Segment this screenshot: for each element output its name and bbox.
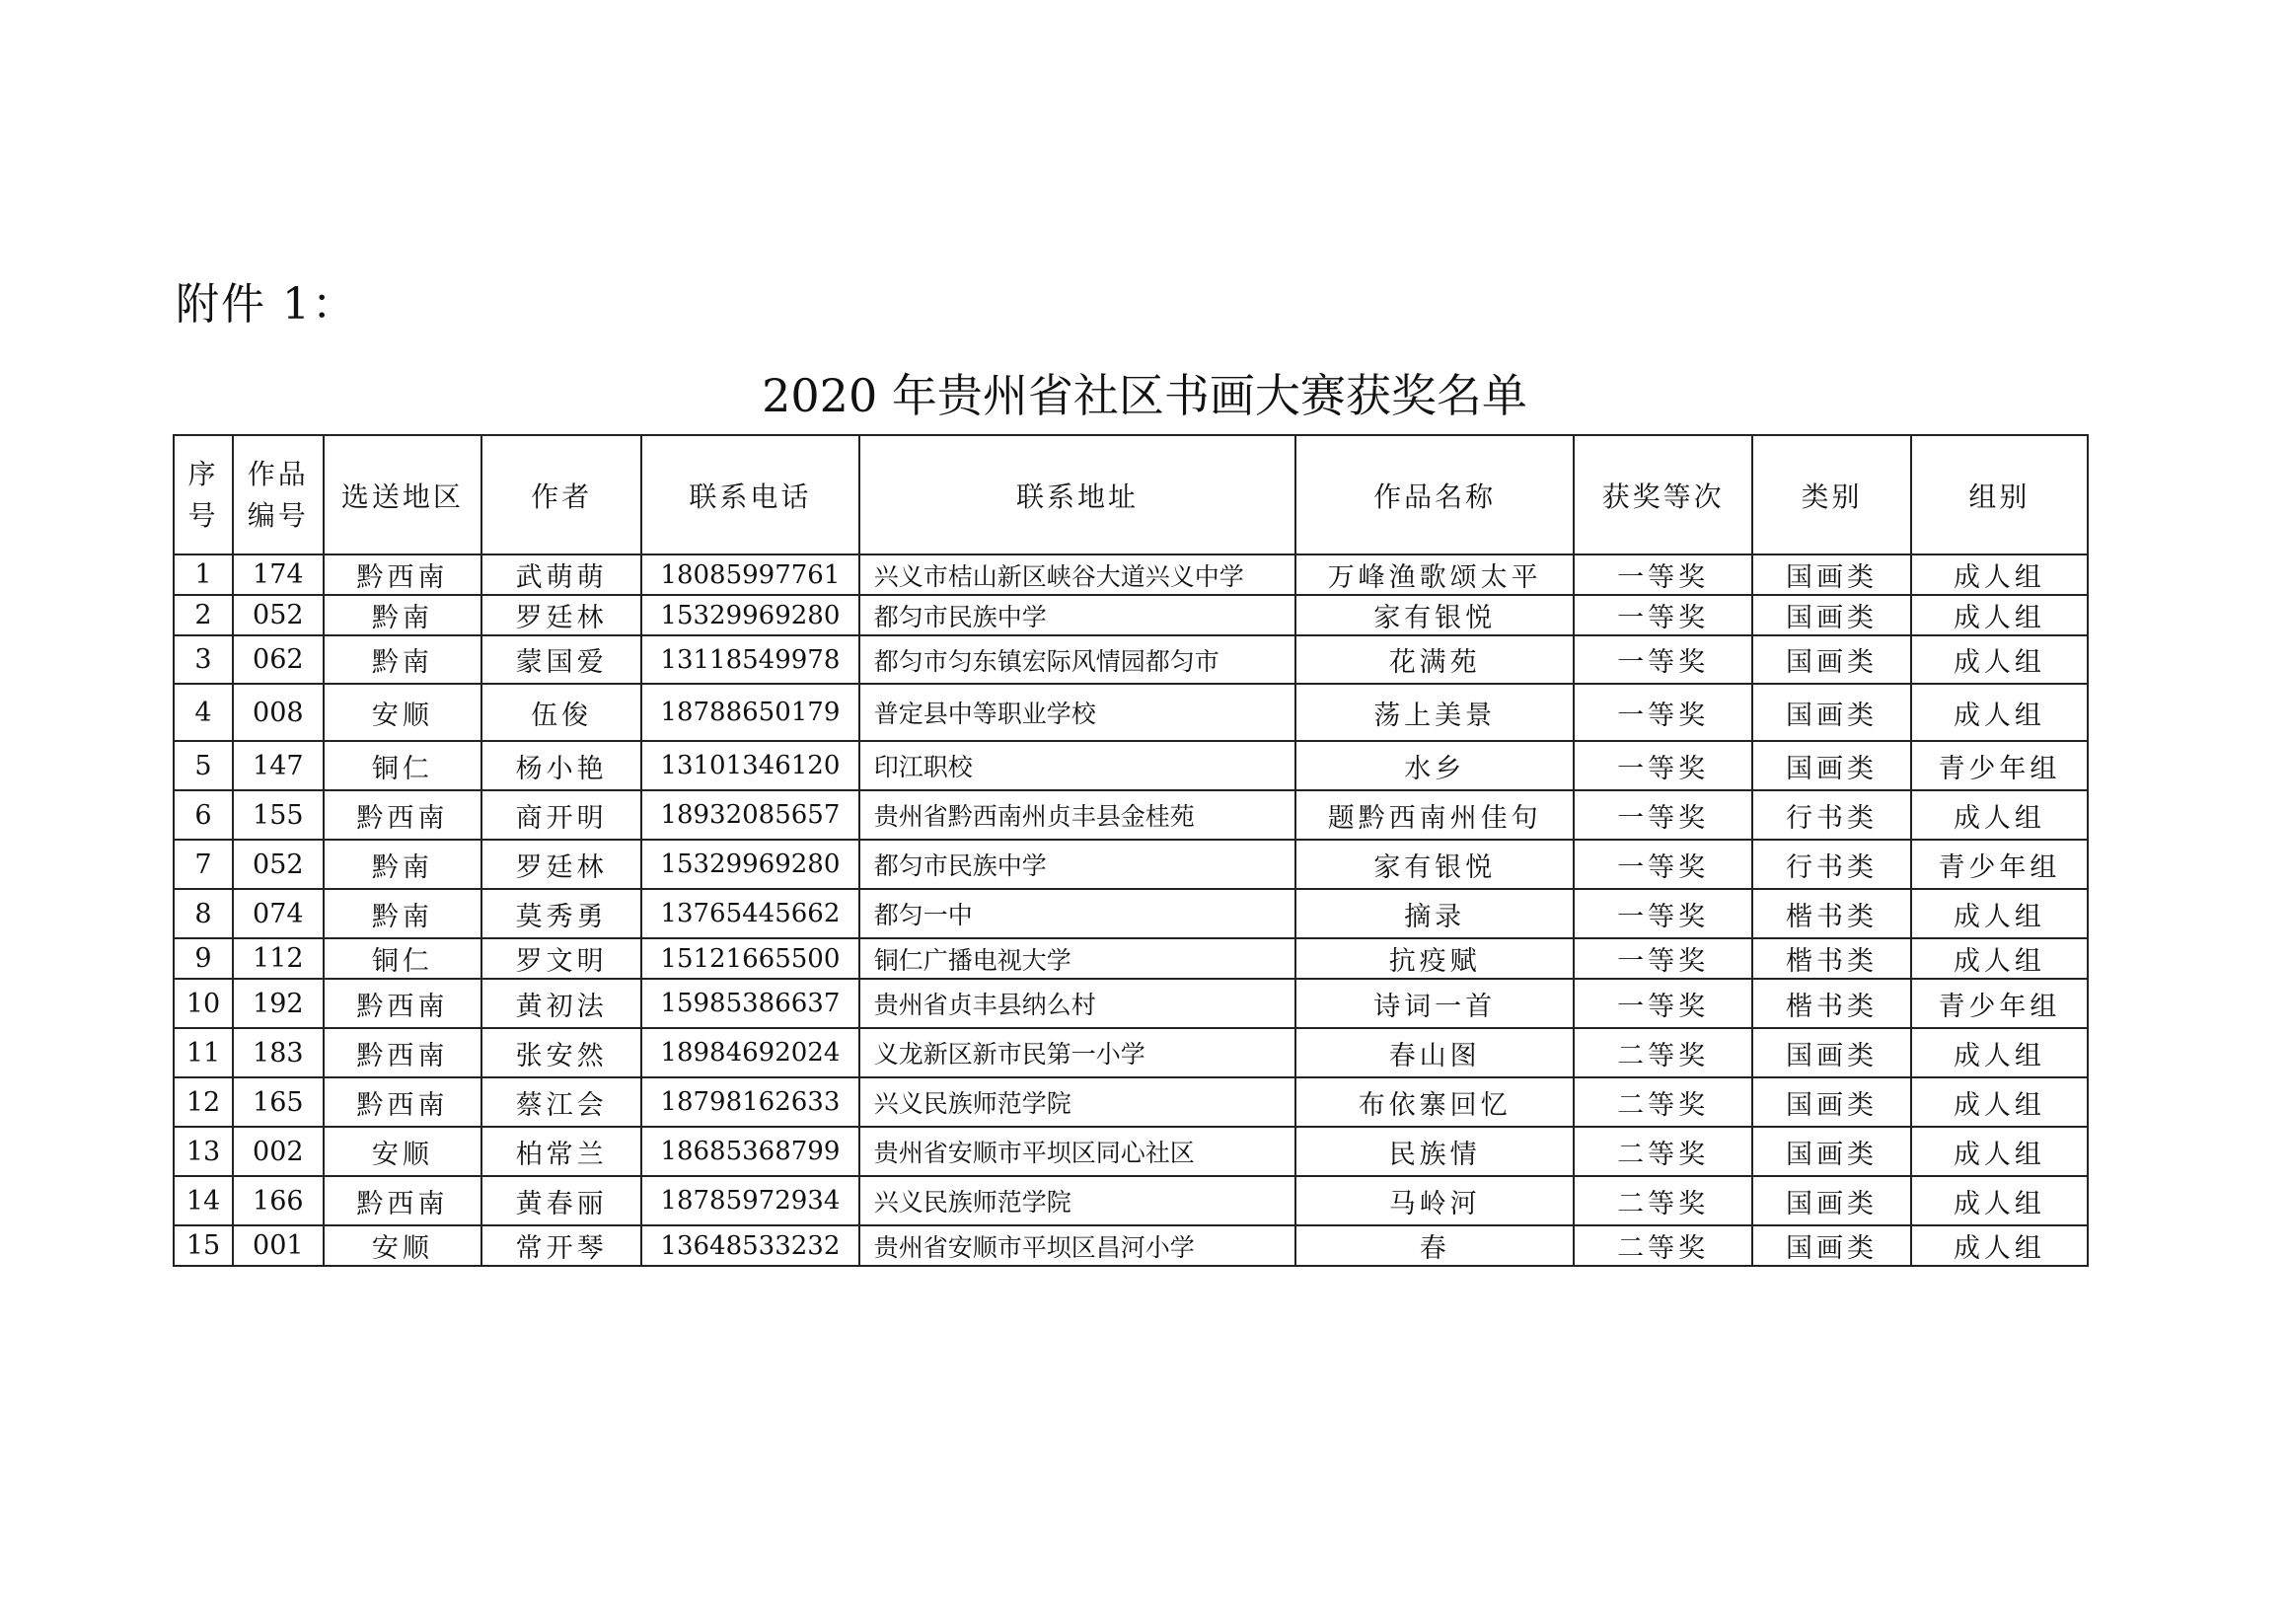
- header-seq-line-1: 序: [187, 457, 219, 490]
- cell-work-name: 万峰渔歌颂太平: [1295, 554, 1574, 595]
- cell-region: 黔西南: [324, 1028, 482, 1077]
- header-author: 作者: [481, 435, 641, 554]
- cell-category: 国画类: [1752, 1127, 1911, 1176]
- cell-category: 国画类: [1752, 1028, 1911, 1077]
- cell-group: 成人组: [1911, 1225, 2088, 1266]
- cell-address: 印江职校: [859, 741, 1296, 790]
- cell-phone: 18984692024: [641, 1028, 859, 1077]
- table-row: [174, 635, 2088, 684]
- cell-work-name: 抗疫赋: [1295, 938, 1574, 979]
- page-title: 2020 年贵州省社区书画大赛获奖名单: [762, 369, 1527, 422]
- cell-region: 黔南: [324, 595, 482, 635]
- cell-group: 成人组: [1911, 790, 2088, 840]
- cell-author: 黄春丽: [481, 1176, 641, 1225]
- table-body: [174, 554, 2088, 1266]
- cell-group: 成人组: [1911, 554, 2088, 595]
- cell-category: 楷书类: [1752, 938, 1911, 979]
- cell-category: 国画类: [1752, 741, 1911, 790]
- table-row: [174, 1127, 2088, 1176]
- header-row: [174, 435, 2088, 554]
- cell-award: 二等奖: [1574, 1127, 1752, 1176]
- cell-award: 二等奖: [1574, 1077, 1752, 1127]
- cell-region: 安顺: [324, 1127, 482, 1176]
- cell-address: 兴义市桔山新区峡谷大道兴义中学: [859, 554, 1296, 595]
- cell-phone: 18785972934: [641, 1176, 859, 1225]
- cell-group: 青少年组: [1911, 840, 2088, 889]
- cell-phone: 13118549978: [641, 635, 859, 684]
- cell-address: 兴义民族师范学院: [859, 1176, 1296, 1225]
- cell-region: 黔南: [324, 840, 482, 889]
- cell-award: 一等奖: [1574, 889, 1752, 938]
- cell-group: 成人组: [1911, 595, 2088, 635]
- header-work-no-line-1: 作品: [247, 457, 309, 490]
- cell-work-name: 布依寨回忆: [1295, 1077, 1574, 1127]
- cell-author: 莫秀勇: [481, 889, 641, 938]
- cell-award: 二等奖: [1574, 1176, 1752, 1225]
- table-row: [174, 1028, 2088, 1077]
- cell-work-name: 春: [1295, 1225, 1574, 1266]
- table-row: [174, 889, 2088, 938]
- cell-group: 成人组: [1911, 1028, 2088, 1077]
- cell-address: 铜仁广播电视大学: [859, 938, 1296, 979]
- cell-seq: 1: [174, 554, 233, 595]
- header-seq: [174, 435, 233, 554]
- table-row: [174, 790, 2088, 840]
- table-row: [174, 741, 2088, 790]
- cell-work-no: 165: [233, 1077, 324, 1127]
- cell-category: 行书类: [1752, 790, 1911, 840]
- table-row: [174, 938, 2088, 979]
- cell-address: 贵州省安顺市平坝区昌河小学: [859, 1225, 1296, 1266]
- cell-work-no: 052: [233, 840, 324, 889]
- cell-phone: 15985386637: [641, 979, 859, 1028]
- cell-work-name: 家有银悦: [1295, 840, 1574, 889]
- cell-award: 一等奖: [1574, 840, 1752, 889]
- header-address: 联系地址: [859, 435, 1296, 554]
- cell-work-no: 074: [233, 889, 324, 938]
- cell-address: 贵州省黔西南州贞丰县金桂苑: [859, 790, 1296, 840]
- cell-phone: 18085997761: [641, 554, 859, 595]
- cell-region: 安顺: [324, 684, 482, 741]
- cell-region: 安顺: [324, 1225, 482, 1266]
- cell-group: 成人组: [1911, 1077, 2088, 1127]
- cell-work-no: 008: [233, 684, 324, 741]
- cell-work-name: 民族情: [1295, 1127, 1574, 1176]
- cell-author: 罗廷林: [481, 840, 641, 889]
- cell-award: 二等奖: [1574, 1028, 1752, 1077]
- cell-address: 都匀一中: [859, 889, 1296, 938]
- cell-group: 成人组: [1911, 1127, 2088, 1176]
- cell-work-no: 147: [233, 741, 324, 790]
- table-header: [174, 435, 2088, 554]
- header-award: 获奖等次: [1574, 435, 1752, 554]
- cell-work-no: 174: [233, 554, 324, 595]
- cell-work-no: 183: [233, 1028, 324, 1077]
- cell-category: 国画类: [1752, 554, 1911, 595]
- cell-work-name: 荡上美景: [1295, 684, 1574, 741]
- table-row: [174, 979, 2088, 1028]
- cell-region: 黔南: [324, 889, 482, 938]
- cell-seq: 13: [174, 1127, 233, 1176]
- cell-work-no: 052: [233, 595, 324, 635]
- cell-seq: 4: [174, 684, 233, 741]
- cell-phone: 13765445662: [641, 889, 859, 938]
- cell-seq: 2: [174, 595, 233, 635]
- cell-award: 一等奖: [1574, 790, 1752, 840]
- cell-author: 柏常兰: [481, 1127, 641, 1176]
- cell-region: 铜仁: [324, 741, 482, 790]
- cell-category: 国画类: [1752, 1077, 1911, 1127]
- cell-work-no: 002: [233, 1127, 324, 1176]
- cell-phone: 18798162633: [641, 1077, 859, 1127]
- cell-author: 罗文明: [481, 938, 641, 979]
- cell-phone: 15329969280: [641, 840, 859, 889]
- cell-address: 都匀市民族中学: [859, 595, 1296, 635]
- cell-group: 青少年组: [1911, 979, 2088, 1028]
- table-row: [174, 684, 2088, 741]
- cell-group: 成人组: [1911, 938, 2088, 979]
- cell-author: 黄初法: [481, 979, 641, 1028]
- cell-phone: 13648533232: [641, 1225, 859, 1266]
- header-group: 组别: [1911, 435, 2088, 554]
- cell-work-no: 155: [233, 790, 324, 840]
- cell-category: 行书类: [1752, 840, 1911, 889]
- cell-author: 商开明: [481, 790, 641, 840]
- cell-author: 伍俊: [481, 684, 641, 741]
- cell-award: 一等奖: [1574, 554, 1752, 595]
- cell-seq: 7: [174, 840, 233, 889]
- cell-group: 成人组: [1911, 635, 2088, 684]
- cell-work-name: 马岭河: [1295, 1176, 1574, 1225]
- header-seq-line-2: 号: [187, 498, 219, 532]
- cell-work-name: 家有银悦: [1295, 595, 1574, 635]
- cell-author: 武萌萌: [481, 554, 641, 595]
- header-work-no: [233, 435, 324, 554]
- cell-address: 贵州省贞丰县纳么村: [859, 979, 1296, 1028]
- cell-phone: 13101346120: [641, 741, 859, 790]
- cell-category: 国画类: [1752, 635, 1911, 684]
- cell-category: 楷书类: [1752, 979, 1911, 1028]
- attachment-label: 附件 1：: [176, 279, 357, 330]
- table-row: [174, 595, 2088, 635]
- cell-address: 都匀市匀东镇宏际风情园都匀市: [859, 635, 1296, 684]
- cell-category: 国画类: [1752, 1176, 1911, 1225]
- cell-seq: 3: [174, 635, 233, 684]
- cell-region: 铜仁: [324, 938, 482, 979]
- cell-work-no: 166: [233, 1176, 324, 1225]
- cell-region: 黔西南: [324, 1077, 482, 1127]
- cell-seq: 10: [174, 979, 233, 1028]
- cell-group: 成人组: [1911, 1176, 2088, 1225]
- cell-region: 黔西南: [324, 790, 482, 840]
- cell-seq: 12: [174, 1077, 233, 1127]
- cell-work-name: 题黔西南州佳句: [1295, 790, 1574, 840]
- cell-work-name: 摘录: [1295, 889, 1574, 938]
- cell-category: 国画类: [1752, 1225, 1911, 1266]
- cell-phone: 18788650179: [641, 684, 859, 741]
- cell-work-no: 192: [233, 979, 324, 1028]
- cell-work-no: 112: [233, 938, 324, 979]
- cell-award: 一等奖: [1574, 979, 1752, 1028]
- cell-seq: 14: [174, 1176, 233, 1225]
- cell-address: 贵州省安顺市平坝区同心社区: [859, 1127, 1296, 1176]
- header-region: 选送地区: [324, 435, 482, 554]
- cell-phone: 15329969280: [641, 595, 859, 635]
- cell-category: 国画类: [1752, 684, 1911, 741]
- cell-address: 兴义民族师范学院: [859, 1077, 1296, 1127]
- cell-region: 黔南: [324, 635, 482, 684]
- table-row: [174, 1225, 2088, 1266]
- cell-work-no: 001: [233, 1225, 324, 1266]
- cell-address: 普定县中等职业学校: [859, 684, 1296, 741]
- cell-category: 国画类: [1752, 595, 1911, 635]
- cell-seq: 6: [174, 790, 233, 840]
- award-list-table: [173, 434, 2089, 1267]
- cell-phone: 18685368799: [641, 1127, 859, 1176]
- cell-author: 张安然: [481, 1028, 641, 1077]
- cell-author: 蒙国爱: [481, 635, 641, 684]
- header-category: 类别: [1752, 435, 1911, 554]
- cell-seq: 15: [174, 1225, 233, 1266]
- cell-award: 一等奖: [1574, 938, 1752, 979]
- cell-author: 罗廷林: [481, 595, 641, 635]
- cell-seq: 9: [174, 938, 233, 979]
- header-phone: 联系电话: [641, 435, 859, 554]
- cell-award: 一等奖: [1574, 635, 1752, 684]
- header-work-no-line-2: 编号: [247, 498, 309, 532]
- cell-seq: 8: [174, 889, 233, 938]
- cell-work-name: 花满苑: [1295, 635, 1574, 684]
- cell-group: 成人组: [1911, 684, 2088, 741]
- cell-region: 黔西南: [324, 1176, 482, 1225]
- cell-seq: 5: [174, 741, 233, 790]
- cell-work-no: 062: [233, 635, 324, 684]
- cell-work-name: 水乡: [1295, 741, 1574, 790]
- table-row: [174, 1176, 2088, 1225]
- cell-region: 黔西南: [324, 979, 482, 1028]
- cell-address: 都匀市民族中学: [859, 840, 1296, 889]
- table-row: [174, 1077, 2088, 1127]
- cell-region: 黔西南: [324, 554, 482, 595]
- table-row: [174, 840, 2088, 889]
- header-work-name: 作品名称: [1295, 435, 1574, 554]
- cell-award: 一等奖: [1574, 684, 1752, 741]
- cell-author: 常开琴: [481, 1225, 641, 1266]
- cell-work-name: 春山图: [1295, 1028, 1574, 1077]
- cell-address: 义龙新区新市民第一小学: [859, 1028, 1296, 1077]
- cell-phone: 15121665500: [641, 938, 859, 979]
- cell-award: 一等奖: [1574, 741, 1752, 790]
- cell-award: 二等奖: [1574, 1225, 1752, 1266]
- cell-work-name: 诗词一首: [1295, 979, 1574, 1028]
- cell-author: 杨小艳: [481, 741, 641, 790]
- cell-award: 一等奖: [1574, 595, 1752, 635]
- cell-seq: 11: [174, 1028, 233, 1077]
- cell-author: 蔡江会: [481, 1077, 641, 1127]
- cell-group: 青少年组: [1911, 741, 2088, 790]
- cell-group: 成人组: [1911, 889, 2088, 938]
- cell-phone: 18932085657: [641, 790, 859, 840]
- cell-category: 楷书类: [1752, 889, 1911, 938]
- table-row: [174, 554, 2088, 595]
